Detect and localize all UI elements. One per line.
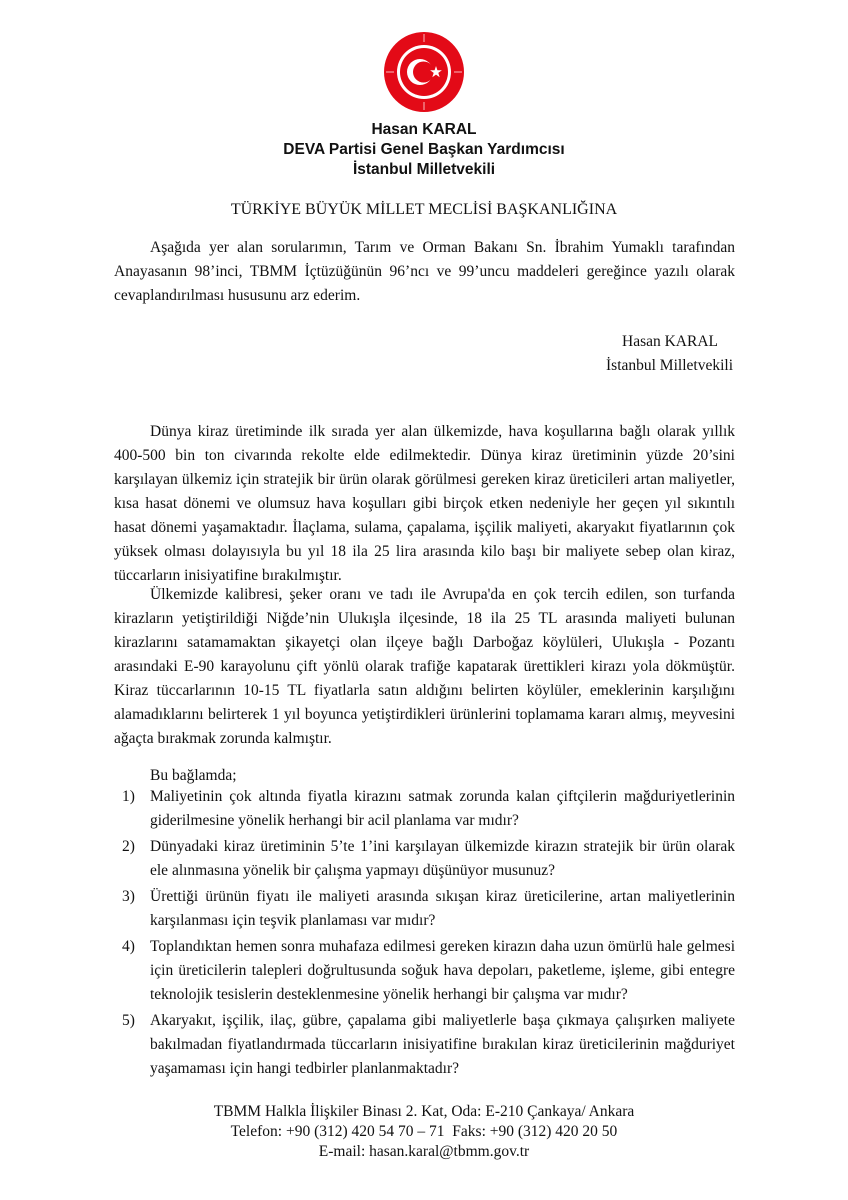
- sender-header: [0, 120, 848, 180]
- footer-email: E-mail: hasan.karal@tbmm.gov.tr: [318, 1143, 530, 1160]
- question-item: [114, 785, 735, 833]
- tbmm-logo: [382, 30, 466, 114]
- footer-phone: Telefon: +90 (312) 420 54 70 – 71 Faks: +90 (312) 420 20 50: [230, 1123, 618, 1140]
- question-number: 5): [122, 1012, 135, 1029]
- question-text: Maliyetinin çok altında fiyatla kirazını satmak zorunda kalan çiftçilerin mağduriyetlerinin giderilmesine yönelik herhangi bir acil planlama var mıdır?: [150, 788, 735, 829]
- context-line: Bu bağlamda;: [150, 767, 237, 784]
- body-section-1: [114, 420, 735, 588]
- intro-section: [114, 236, 735, 308]
- question-item: [114, 885, 735, 933]
- sender-constituency: İstanbul Milletvekili: [352, 161, 496, 178]
- question-number: 1): [122, 788, 135, 805]
- sender-title: DEVA Partisi Genel Başkan Yardımcısı: [283, 141, 565, 158]
- signature-block: [606, 330, 733, 378]
- question-number: 2): [122, 838, 135, 855]
- contact-footer: [0, 1102, 848, 1162]
- question-list: [114, 785, 735, 1083]
- question-item: [114, 835, 735, 883]
- question-text: Ürettiği ürünün fiyatı ile maliyeti arasında sıkışan kiraz üreticilerine, artan maliyetlerinin karşılanması için teşvik planlaması var mıdır?: [150, 888, 735, 929]
- question-text: Toplandıktan hemen sonra muhafaza edilmesi gereken kirazın daha uzun ömürlü hale gelmesi için üreticilerin talepleri doğrultusunda soğuk hava depoları, paketleme, işleme, gibi entegre teknolojik tesislerin desteklenmesine yönelik herhangi bir çalışma var mıdır?: [150, 938, 735, 1003]
- question-text: Akaryakıt, işçilik, ilaç, gübre, çapalama gibi maliyetlerle başa çıkmaya çalışırken maliyete bakılmadan fiyatlandırmada tüccarların inisiyatifine bırakılan kiraz üreticilerinin mağduriyet yaşamaması için hangi tedbirler planlanmaktadır?: [150, 1012, 735, 1077]
- intro-paragraph: Aşağıda yer alan sorularımın, Tarım ve Orman Bakanı Sn. İbrahim Yumaklı tarafından Anayasanın 98’inci, TBMM İçtüzüğünün 96’ncı ve 99’uncu maddeleri gereğince yazılı olarak cevaplandırılması hususunu arz ederim.: [114, 239, 735, 304]
- question-number: 3): [122, 888, 135, 905]
- footer-address: TBMM Halkla İlişkiler Binası 2. Kat, Oda: E-210 Çankaya/ Ankara: [213, 1103, 635, 1120]
- tbmm-emblem-icon: [382, 30, 466, 114]
- body-paragraph-2: Ülkemizde kalibresi, şeker oranı ve tadı ile Avrupa'da en çok tercih edilen, son turfanda kirazların yetiştirildiği Niğde’nin Ulukışla ilçesinde, 18 ila 25 TL arasında maliyeti bulunan kirazlarını satamamaktan şikayetçi olan ilçeye bağlı Darboğaz köylüleri, Ulukışla - Pozantı arasındaki E-90 karayolunu çift yönlü olarak trafiğe kapatarak ürettikleri kirazı yola dökmüştür. Kiraz tüccarlarının 10-15 TL fiyatlarla satın aldığını belirten köylüler, emeklerinin karşılığını alamadıklarını belirterek 1 yıl boyunca yetiştirdikleri ürünlerini toplamama kararı almış, meyvesini ağaçta bırakmak zorunda kalmıştır.: [114, 586, 735, 747]
- question-text: Dünyadaki kiraz üretiminin 5’te 1’ini karşılayan ülkemizde kirazın stratejik bir ürün olarak ele alınmasına yönelik bir çalışma yapmayı düşünüyor musunuz?: [150, 838, 735, 879]
- addressee: TÜRKİYE BÜYÜK MİLLET MECLİSİ BAŞKANLIĞINA: [230, 201, 618, 218]
- question-item: [114, 935, 735, 1007]
- sender-name: Hasan KARAL: [371, 121, 477, 138]
- body-paragraph-1: Dünya kiraz üretiminde ilk sırada yer alan ülkemizde, hava koşullarına bağlı olarak yıllık 400-500 bin ton civarında rekolte elde edilmektedir. Dünya kiraz üretiminin yüzde 20’sini karşılayan ülkemiz için stratejik bir ürün olarak görülmesi gereken kiraz üreticileri artan maliyetler, kısa hasat dönemi ve olumsuz hava koşulları gibi birçok etken nedeniyle her geçen yıl sıkıntılı hasat dönemi yaşamaktadır. İlaçlama, sulama, çapalama, işçilik maliyeti, akaryakıt fiyatlarının çok yüksek olması dolayısıyla bu yıl 18 ila 25 lira arasında kilo başı bir maliyete sebep olan kiraz, tüccarların inisiyatifine bırakılmıştır.: [114, 423, 735, 584]
- question-item: [114, 1009, 735, 1081]
- question-number: 4): [122, 938, 135, 955]
- signature-name: Hasan KARAL: [622, 333, 718, 350]
- signature-constituency: İstanbul Milletvekili: [606, 357, 733, 374]
- body-section-2: [114, 583, 735, 751]
